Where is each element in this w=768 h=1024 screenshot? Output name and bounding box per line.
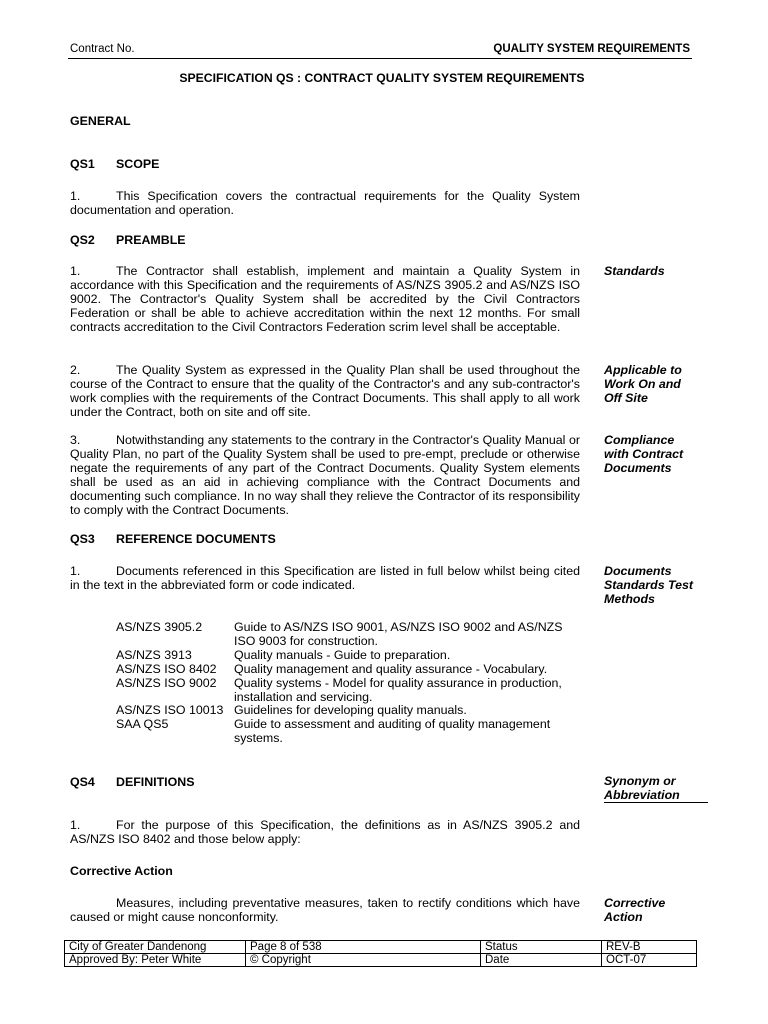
footer-row bbox=[65, 954, 697, 967]
qs2-title: PREAMBLE bbox=[116, 233, 186, 247]
paragraph-number: 1. bbox=[70, 264, 81, 278]
qs3-title: REFERENCE DOCUMENTS bbox=[116, 532, 276, 546]
reference-description: Quality manuals - Guide to preparation. bbox=[234, 647, 451, 662]
paragraph-number: 1. bbox=[70, 564, 81, 578]
qs2-heading bbox=[70, 233, 186, 247]
reference-description: Guide to AS/NZS ISO 9001, AS/NZS ISO 9002 and AS/NZS ISO 9003 for construction. bbox=[234, 620, 563, 648]
reference-documents-list bbox=[116, 621, 586, 746]
reference-code: AS/NZS ISO 8402 bbox=[116, 661, 217, 676]
qs2-paragraph-2 bbox=[70, 364, 580, 420]
reference-row bbox=[116, 718, 586, 746]
paragraph-text: The Quality System as expressed in the Quality Plan shall be used throughout the course of the Contract to ensure that the quality of the Contractor's and any sub-contractor's work complies with the requirements of the Contract Documents. This shall apply to all work under the Contract, both on site and off site. bbox=[70, 363, 580, 419]
qs1-paragraph-1 bbox=[70, 190, 580, 218]
document-title: SPECIFICATION QS : CONTRACT QUALITY SYSTEM REQUIREMENTS bbox=[179, 71, 585, 85]
side-note-synonym: Synonym or Abbreviation bbox=[604, 774, 680, 802]
paragraph-number: 1. bbox=[70, 818, 81, 832]
footer-approved: Approved By: Peter White bbox=[65, 954, 246, 967]
side-note-documents: Documents Standards Test Methods bbox=[604, 564, 694, 606]
reference-code: AS/NZS ISO 9002 bbox=[116, 675, 217, 690]
general-heading: GENERAL bbox=[70, 114, 131, 128]
qs4-title: DEFINITIONS bbox=[116, 775, 195, 789]
side-note-compliance: Compliance with Contract Documents bbox=[604, 433, 684, 475]
reference-code: SAA QS5 bbox=[116, 717, 169, 732]
reference-row bbox=[116, 677, 586, 705]
reference-code: AS/NZS 3913 bbox=[116, 647, 192, 662]
qs4-heading bbox=[70, 775, 194, 789]
header-section-title: QUALITY SYSTEM REQUIREMENTS bbox=[493, 43, 690, 55]
footer-page: Page 8 of 538 bbox=[246, 941, 481, 954]
qs4-paragraph-1 bbox=[70, 819, 580, 847]
header-contract-no: Contract No. bbox=[70, 43, 135, 55]
paragraph-text: Documents referenced in this Specification are listed in full below whilst being cited in the text in the abbreviated form or code indicated. bbox=[70, 564, 580, 592]
reference-description: Guide to assessment and auditing of quality management systems. bbox=[234, 717, 551, 746]
paragraph-number: 1. bbox=[70, 189, 81, 203]
reference-description: Quality management and quality assurance - Vocabulary. bbox=[234, 661, 548, 676]
qs2-number: QS2 bbox=[70, 233, 95, 247]
reference-row bbox=[116, 663, 586, 677]
footer-table bbox=[64, 940, 697, 967]
footer-status-value: REV-B bbox=[602, 941, 697, 954]
reference-description: Guidelines for developing quality manuals. bbox=[234, 703, 467, 718]
paragraph-number: 2. bbox=[70, 363, 81, 377]
paragraph-text: The Contractor shall establish, implement and maintain a Quality System in accordance with this Specification and the requirements of AS/NZS 3905.2 and AS/NZS ISO 9002. The Contractor's Quality System shall be accredited by the Civil Contractors Federation or shall be able to achieve accreditation within the next 12 months. For small contracts accreditation to the Civil Contractors Federation scrim level shall be acceptable. bbox=[70, 264, 580, 334]
side-note-standards: Standards bbox=[604, 264, 665, 278]
side-note-applicable: Applicable to Work On and Off Site bbox=[604, 363, 682, 405]
footer-org: City of Greater Dandenong bbox=[65, 941, 246, 954]
qs2-paragraph-3 bbox=[70, 434, 580, 517]
qs3-paragraph-1 bbox=[70, 565, 580, 593]
side-note-underline bbox=[604, 802, 708, 803]
qs3-heading bbox=[70, 532, 276, 546]
reference-code: AS/NZS ISO 10013 bbox=[116, 703, 224, 718]
qs1-heading bbox=[70, 157, 159, 171]
reference-row bbox=[116, 621, 586, 649]
qs2-paragraph-1 bbox=[70, 265, 580, 335]
reference-row bbox=[116, 649, 586, 663]
reference-description: Quality systems - Model for quality assurance in production, installation and servicing. bbox=[234, 675, 562, 704]
qs4-number: QS4 bbox=[70, 775, 95, 789]
paragraph-text: This Specification covers the contractual requirements for the Quality System documentation and operation. bbox=[70, 189, 580, 217]
paragraph-number: 3. bbox=[70, 433, 81, 447]
reference-code: AS/NZS 3905.2 bbox=[116, 620, 203, 634]
corrective-action-heading: Corrective Action bbox=[70, 864, 173, 878]
paragraph-text: Notwithstanding any statements to the contrary in the Contractor's Quality Manual or Quality Plan, no part of the Quality System shall be used to pre-empt, preclude or otherwise negate the requirements of any part of the Contract Documents. Quality System elements shall be used as an aid in achieving compliance with the Contract Documents and documenting such compliance. In no way shall they relieve the Contractor of its responsibility to comply with the Contract Documents. bbox=[70, 433, 580, 517]
footer-date-label: Date bbox=[481, 954, 602, 967]
header-divider bbox=[68, 58, 692, 59]
reference-row bbox=[116, 704, 586, 718]
paragraph-text: For the purpose of this Specification, the definitions as in AS/NZS 3905.2 and AS/NZS ISO 8402 and those below apply: bbox=[70, 818, 580, 846]
footer-copyright: © Copyright bbox=[246, 954, 481, 967]
qs3-number: QS3 bbox=[70, 532, 95, 546]
footer-status-label: Status bbox=[481, 941, 602, 954]
qs1-number: QS1 bbox=[70, 157, 95, 171]
footer-row bbox=[65, 941, 697, 954]
corrective-action-definition: Measures, including preventative measures, taken to rectify conditions which have caused or might cause nonconformity. bbox=[70, 896, 580, 924]
footer-date-value: OCT-07 bbox=[602, 954, 697, 967]
qs1-title: SCOPE bbox=[116, 157, 160, 171]
side-note-corrective: Corrective Action bbox=[604, 896, 666, 924]
